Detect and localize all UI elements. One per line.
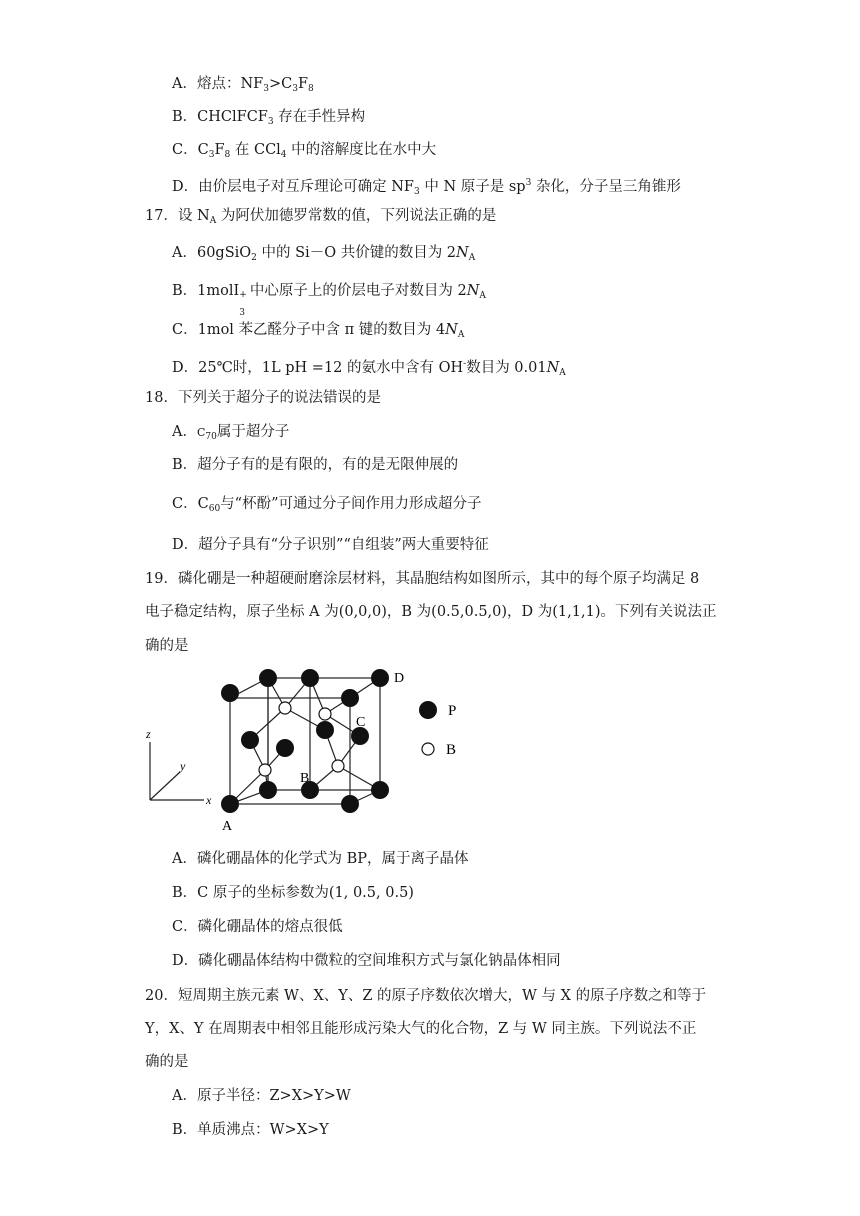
q20-option-b: B．单质沸点：W>X>Y bbox=[172, 1122, 329, 1138]
q16-option-c: C．$C_3F_8$ 在 CCl$_4$ 中的溶解度比在水中大 bbox=[172, 142, 437, 160]
b-atoms bbox=[259, 702, 344, 776]
q18-option-b: B．超分子有的是有限的，有的是无限伸展的 bbox=[172, 457, 459, 473]
q20-option-a: A．原子半径：Z>X>Y>W bbox=[172, 1088, 351, 1104]
q19-option-a: A．磷化硼晶体的化学式为 BP，属于离子晶体 bbox=[172, 851, 469, 867]
label-b: B bbox=[300, 771, 310, 786]
q18-option-c: C．$C_{60}$与“杯酚”可通过分子间作用力形成超分子 bbox=[172, 496, 482, 514]
q17-option-a: A．60gSiO$_2$ 中的 Si－O 共价键的数目为 $2N_A$ bbox=[172, 245, 476, 263]
q18-stem: 18．下列关于超分子的说法错误的是 bbox=[145, 390, 381, 406]
q16-option-a: A．熔点：$NF_3>C_3F_8$ bbox=[172, 76, 314, 94]
q18-option-d: D．超分子具有“分子识别”“自组装”两大重要特征 bbox=[172, 537, 489, 553]
q20-stem-line1: 20．短周期主族元素 W、X、Y、Z 的原子序数依次增大，W 与 X 的原子序数之和等于 bbox=[145, 988, 707, 1004]
label-a: A bbox=[222, 819, 233, 834]
q19-option-c: C．磷化硼晶体的熔点很低 bbox=[172, 919, 343, 935]
q19-option-b: B．C 原子的坐标参数为(1, 0.5, 0.5) bbox=[172, 885, 414, 901]
q19-stem-line1: 19．磷化硼是一种超硬耐磨涂层材料，其晶胞结构如图所示，其中的每个原子均满足 8 bbox=[145, 571, 700, 587]
legend-b-marker bbox=[422, 743, 434, 755]
legend-b-label: B bbox=[446, 742, 457, 758]
axis-x-label: x bbox=[206, 793, 212, 807]
crystal-cell-diagram bbox=[140, 660, 480, 840]
axis-z-label: z bbox=[146, 727, 151, 741]
q20-stem-line2: Y，X、Y 在周期表中相邻且能形成污染大气的化合物，Z 与 W 同主族。下列说法不正 bbox=[145, 1021, 697, 1037]
label-c: C bbox=[356, 715, 366, 730]
legend-p-label: P bbox=[448, 703, 457, 719]
axis-y-label: y bbox=[180, 759, 186, 773]
q17-stem: 17．设 $N_A$ 为阿伏加德罗常数的值，下列说法正确的是 bbox=[145, 208, 497, 226]
q16-option-b: B．CHClFCF$_3$ 存在手性异构 bbox=[172, 109, 366, 127]
q18-option-a: A．$C_{70}$属于超分子 bbox=[172, 424, 290, 442]
legend-p-marker bbox=[419, 701, 437, 719]
q19-option-d: D．磷化硼晶体结构中微粒的空间堆积方式与氯化钠晶体相同 bbox=[172, 953, 561, 969]
q16-option-d: D．由价层电子对互斥理论可确定 $NF_3$ 中 N 原子是 $sp^3$ 杂化，分子呈三角锥形 bbox=[172, 178, 681, 197]
q17-option-d: D．25℃时，1L pH =12 的氨水中含有 OH-数目为 $0.01N_A$ bbox=[172, 359, 566, 378]
q17-option-c: C．1mol 苯乙醛分子中含 π 键的数目为 $4N_A$ bbox=[172, 322, 465, 340]
p-atoms bbox=[221, 669, 389, 813]
q19-stem-line2: 电子稳定结构，原子坐标 A 为(0,0,0)，B 为(0.5,0.5,0)，D 为(1,1,1)。下列有关说法正 bbox=[145, 604, 717, 620]
q20-stem-line3: 确的是 bbox=[145, 1054, 189, 1070]
axis-y-line bbox=[150, 772, 180, 800]
label-d: D bbox=[394, 671, 405, 686]
q19-stem-line3: 确的是 bbox=[145, 638, 189, 654]
q17-option-b: B．1molI + 3 中心原子上的价层电子对数目为 $2N_A$ bbox=[172, 283, 486, 318]
